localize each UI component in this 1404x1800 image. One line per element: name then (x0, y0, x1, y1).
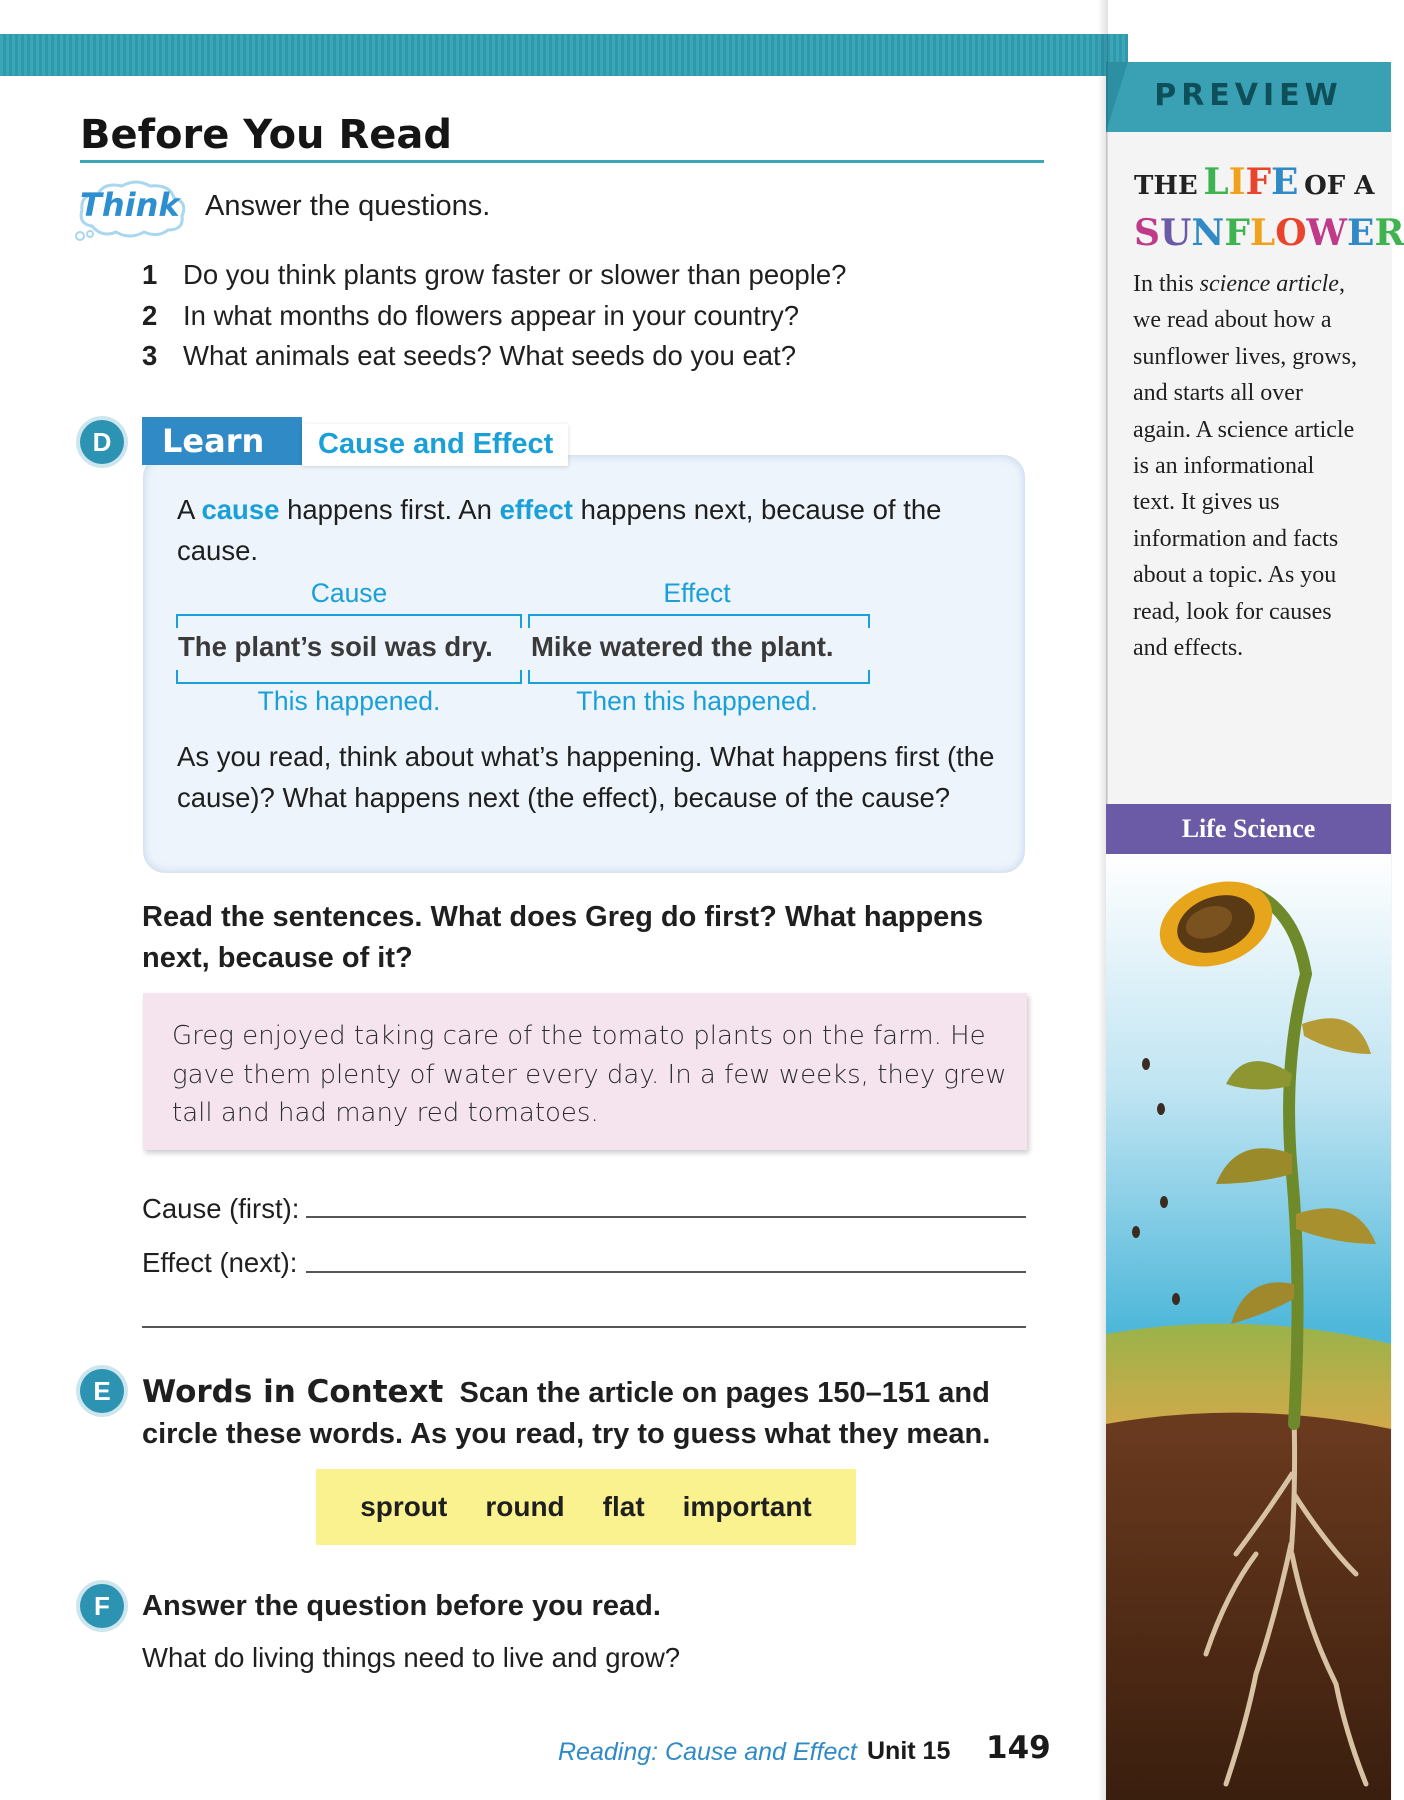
top-color-band (0, 34, 1128, 76)
preview-desc-emphasis: science article (1199, 271, 1339, 297)
question-text: What animals eat seeds? What seeds do you eat? (183, 340, 796, 371)
title-rule (80, 160, 1044, 163)
def-cause-term: cause (201, 494, 280, 525)
def-part-b: happens first. An (279, 494, 500, 525)
life-letter: I (1228, 161, 1246, 203)
footer-unit: Unit 15 (867, 1737, 951, 1765)
sunflower-illustration (1106, 854, 1391, 1800)
effect-label: Effect (663, 578, 731, 608)
page-number: 149 (986, 1730, 1051, 1766)
book-title-sunflower (1134, 212, 1404, 254)
question-text: Do you think plants grow faster or slower than people? (183, 259, 847, 290)
section-d-badge: D (80, 420, 124, 464)
words-in-context-instructions (142, 1372, 1062, 1455)
cause-answer-label: Cause (first): (142, 1193, 300, 1224)
preview-desc-part1: In this (1133, 271, 1200, 297)
story-text: Greg enjoyed taking care of the tomato plants on the farm. He gave them plenty of water every day. In a few weeks, they grew tall and had many red tomatoes. (172, 1021, 1007, 1128)
question-number: 3 (142, 340, 158, 371)
section-f-question: What do living things need to live and grow? (142, 1642, 681, 1673)
sunflower-letter: U (1160, 212, 1192, 254)
cause-sentence: The plant’s soil was dry. (178, 631, 493, 662)
life-letter: F (1245, 161, 1272, 203)
think-questions (142, 255, 1042, 377)
book-title-life (1203, 161, 1298, 203)
think-label: Think (80, 186, 180, 224)
sunflower-letter: R (1374, 212, 1404, 254)
cause-bracket-bottom (176, 670, 522, 684)
question-text: In what months do flowers appear in your country? (183, 299, 800, 331)
footer-section: Reading: Cause and Effect (558, 1738, 857, 1766)
book-title-of-a: OF A (1304, 171, 1375, 201)
vocabulary-words (316, 1469, 856, 1545)
question-row (142, 296, 1042, 337)
def-part-a: A (177, 494, 202, 525)
cause-bracket-top (176, 614, 522, 628)
vocab-word: round (485, 1491, 565, 1522)
learn-reading-tip: As you read, think about what’s happening. What happens first (the cause)? What happens next (the effect), because of the cause? (177, 741, 995, 813)
effect-bracket-bottom (528, 670, 870, 684)
book-title (1134, 160, 1404, 262)
cause-note: This happened. (257, 686, 441, 716)
vocab-word: important (682, 1491, 812, 1522)
words-in-context-title: Words in Context (142, 1374, 444, 1410)
question-number: 2 (142, 299, 158, 331)
effect-note: Then this happened. (576, 686, 818, 716)
sunflower-letter: L (1249, 212, 1276, 254)
section-f-instruction: Answer the question before you read. (142, 1590, 661, 1622)
preview-label: PREVIEW (1154, 78, 1343, 113)
book-title-the: THE (1134, 171, 1198, 201)
sunflower-letter: O (1275, 212, 1307, 254)
sunflower-letter: W (1306, 212, 1347, 254)
vocab-word: flat (602, 1491, 645, 1522)
exercise-prompt: Read the sentences. What does Greg do first? What happens next, because of it? (142, 901, 984, 974)
sunflower-letter: F (1224, 212, 1250, 254)
words-in-context-text: Scan the article on pages 150–151 and circle these words. As you read, try to guess what they mean. (142, 1377, 991, 1450)
section-f-badge: F (80, 1584, 124, 1628)
think-instruction: Answer the questions. (205, 190, 491, 222)
effect-bracket-top (528, 614, 870, 628)
question-row (142, 336, 1042, 377)
learn-tab: Learn (142, 417, 302, 465)
def-effect-term: effect (499, 494, 573, 525)
sunflower-letter: N (1191, 212, 1225, 254)
effect-sentence: Mike watered the plant. (531, 631, 834, 662)
learn-topic: Cause and Effect (318, 428, 554, 460)
section-e-badge: E (80, 1369, 124, 1413)
cause-answer-line[interactable] (306, 1216, 1026, 1218)
vocab-word: sprout (360, 1491, 448, 1522)
page-title: Before You Read (80, 112, 453, 158)
question-row (142, 255, 1042, 296)
def-part-c: happens next, because of the cause. (177, 494, 942, 566)
question-number: 1 (142, 259, 158, 290)
learn-definition (177, 490, 997, 571)
life-letter: L (1203, 161, 1229, 203)
cause-label: Cause (310, 578, 388, 608)
subject-tag: Life Science (1106, 804, 1391, 854)
effect-answer-line[interactable] (306, 1271, 1026, 1273)
sunflower-letter: E (1346, 212, 1375, 254)
life-letter: E (1271, 161, 1299, 203)
sunflower-letter: S (1134, 212, 1160, 254)
preview-desc-part2: , we read about how a sunflower lives, grows, and starts all over again. A science article is an informational text. It gives us information and facts about a topic. As you read, look for causes and effects. (1133, 271, 1357, 662)
effect-answer-label: Effect (next): (142, 1247, 298, 1278)
extra-answer-line[interactable] (142, 1326, 1026, 1328)
preview-description (1133, 266, 1359, 666)
